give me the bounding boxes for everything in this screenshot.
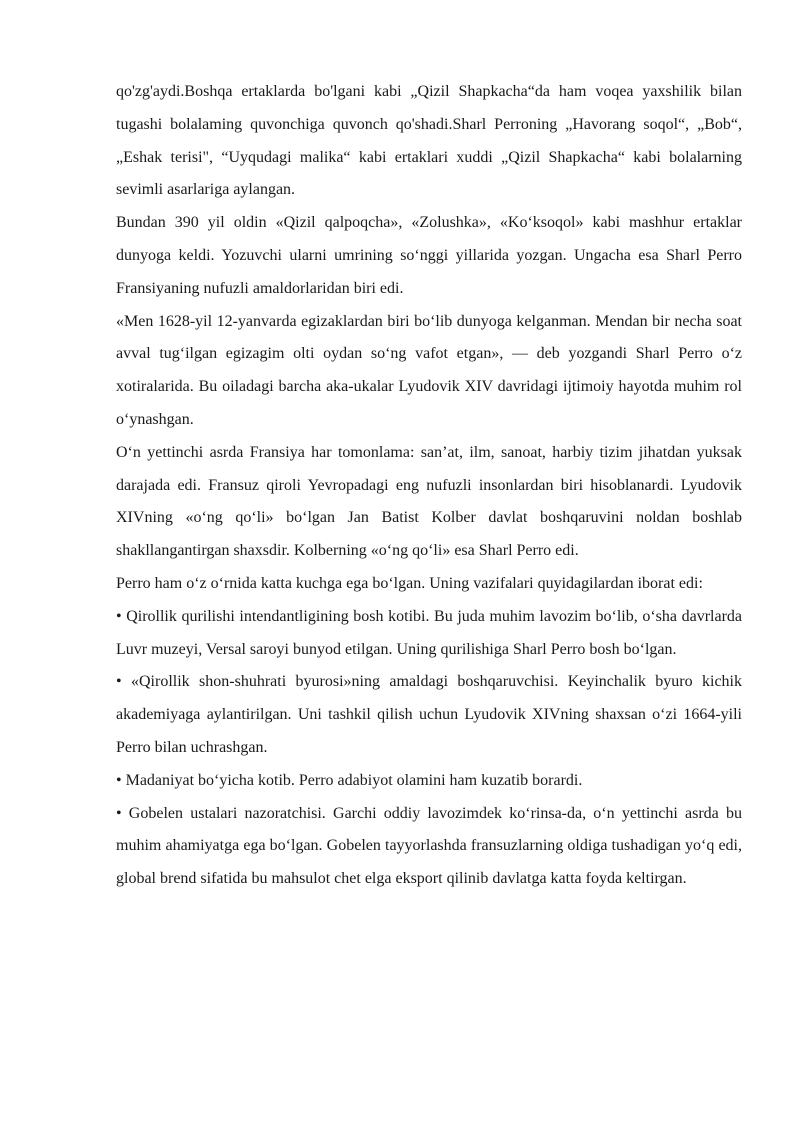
paragraph-5: Perro ham o‘z o‘rnida katta kuchga ega bo‘lgan. Uning vazifalari quyidagilardan iborat edi: xyxy=(116,574,703,592)
bullet-item-3: • Madaniyat bo‘yicha kotib. Perro adabiyot olamini ham kuzatib borardi. xyxy=(116,771,583,789)
document-page xyxy=(116,76,742,896)
paragraph-1: qo'zg'aydi.Boshqa ertaklarda bo'lgani kabi „Qizil Shapkacha“da ham voqea yaxshilik bilan tugashi bolalaming quvonchiga quvonch qo'shadi.Sharl Perroning „Havorang soqol“, „Bob“,„Eshak terisi", “Uyqudagi malika“ kabi ertaklari xuddi „Qizil Shapkacha“ kabi bolalarning sevimli asarlariga aylangan. xyxy=(116,83,742,199)
paragraph-2: Bundan 390 yil oldin «Qizil qalpoqcha», «Zolushka», «Ko‘ksoqol» kabi mashhur ertaklar dunyoga keldi. Yozuvchi ularni umrining so‘nggi yillarida yozgan. Ungacha esa Sharl Perro Fransiyaning nufuzli amaldorlaridan biri edi. xyxy=(116,214,742,297)
bullet-item-4: • Gobelen ustalari nazoratchisi. Garchi oddiy lavozimdek ko‘rinsa-da, o‘n yettinchi asrda bu muhim ahamiyatga ega bo‘lgan. Gobelen tayyorlashda fransuzlarning oldiga tushadigan yo‘q edi, global brend sifatida bu mahsulot chet elga eksport qilinib davlatga katta foyda keltirgan. xyxy=(116,804,742,888)
paragraph-3: «Men 1628-yil 12-yanvarda egizaklardan biri bo‘lib dunyoga kelganman. Mendan bir necha soat avval tug‘ilgan egizagim olti oydan so‘ng vafot etgan», — deb yozgandi Sharl Perro o‘z xotiralarida. Bu oiladagi barcha aka-ukalar Lyudovik XIV davridagi ijtimoiy hayotda muhim rol o‘ynashgan. xyxy=(116,312,742,428)
bullet-item-2: • «Qirollik shon-shuhrati byurosi»ning amaldagi boshqaruvchisi. Keyinchalik byuro kichik akademiyaga aylantirilgan. Uni tashkil qilish uchun Lyudovik XIVning shaxsan o‘zi 1664-yili Perro bilan uchrashgan. xyxy=(116,673,742,756)
paragraph-4: O‘n yettinchi asrda Fransiya har tomonlama: san’at, ilm, sanoat, harbiy tizim jihatdan yuksak darajada edi. Fransuz qiroli Yevropadagi eng nufuzli insonlardan biri hisoblanardi. Lyudovik XIVning «o‘ng qo‘li» bo‘lgan Jan Batist Kolber davlat boshqaruvini noldan boshlab shakllangantirgan shaxsdir. Kolberning «o‘ng qo‘li» esa Sharl Perro edi. xyxy=(116,443,742,560)
bullet-item-1: • Qirollik qurilishi intendantligining bosh kotibi. Bu juda muhim lavozim bo‘lib, o‘sha davrlarda Luvr muzeyi, Versal saroyi bunyod etilgan. Uning qurilishiga Sharl Perro bosh bo‘lgan. xyxy=(116,607,742,658)
